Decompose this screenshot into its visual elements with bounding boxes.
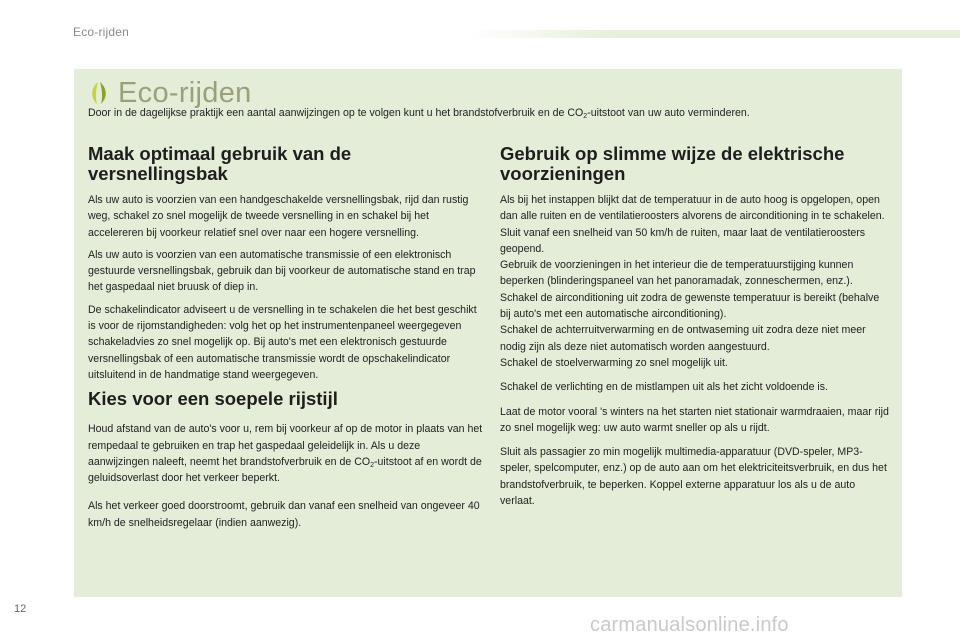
section-title: Eco-rijden [118, 76, 252, 109]
paragraph [500, 192, 890, 371]
heading-gearbox: Maak optimaal gebruik van de versnellingsbak [88, 143, 352, 184]
heading-electrical: Gebruik op slimme wijze de elektrische voorzieningen [500, 143, 845, 184]
paragraph: Schakel de verlichting en de mistlampen uit als het zicht voldoende is. [500, 381, 828, 394]
paragraph: Sluit als passagier zo min mogelijk multimedia-apparatuur (DVD-speler, MP3-speler, spelcomputer, enz.) op de auto aan om het elektriciteitsverbruik, en dus het brandstofverbruik, te beperken. Koppel externe apparatuur los als u de auto verlaat. [500, 446, 887, 508]
page-number: 12 [14, 603, 27, 615]
paragraph-line: Schakel de airconditioning uit zodra de gewenste temperatuur is bereikt (behalve bij auto's met een automatische airconditioning). [500, 291, 880, 321]
co2-subscript: 2 [583, 113, 588, 120]
heading-driving-style: Kies voor een soepele rijstijl [88, 388, 338, 410]
left-column [88, 144, 484, 537]
header-decor-bar [470, 30, 960, 38]
paragraph-line: Als bij het instappen blijkt dat de temperatuur in de auto hoog is opgelopen, open dan alle ruiten en de ventilatieroosters alvorens de airconditioning in te schakelen. [500, 194, 885, 223]
section-title-row [88, 76, 252, 110]
paragraph-line: Schakel de stoelverwarming zo snel mogelijk uit. [500, 356, 728, 369]
intro-text-part: Door in de dagelijkse praktijk een aantal aanwijzingen op te volgen kunt u het brandstofverbruik en de CO [88, 107, 584, 119]
paragraph [88, 421, 484, 486]
intro-text [88, 106, 888, 120]
intro-text-part: -uitstoot van uw auto verminderen. [587, 107, 750, 119]
paragraph: Laat de motor vooral 's winters na het starten niet stationair warmdraaien, maar rijd zo snel mogelijk weg: uw auto warmt sneller op als u rijdt. [500, 405, 889, 434]
paragraph-part: Houd afstand van de auto's voor u, rem bij voorkeur af op de motor in plaats van het rempedaal te gebruiken en trap het gaspedaal geleidelijk in. Als u deze aanwijzingen naleeft, neemt het brandstofverbruik en de CO [88, 423, 483, 468]
paragraph-line: Sluit vanaf een snelheid van 50 km/h de ruiten, maar laat de ventilatieroosters geopend. [500, 226, 866, 255]
paragraph-line: Schakel de achterruitverwarming en de ontwaseming uit zodra deze niet meer nodig zijn als deze niet automatisch worden aangestuurd. [500, 324, 866, 353]
paragraph: Als uw auto is voorzien van een handgeschakelde versnellingsbak, rijd dan rustig weg, schakel zo snel mogelijk de tweede versnelling in en schakel bij het accelereren bij voorkeur relatief snel over naar een hogere versnelling. [88, 194, 469, 239]
paragraph: De schakelindicator adviseert u de versnelling in te schakelen die het best geschikt is voor de rijomstandigheden: volg het op het instrumentenpaneel weergegeven schakeladvies zo snel mogelijk op. Bij auto's met een elektronisch gestuurde versnellingsbak of een automatische transmissie wordt de opschakelindicator uitsluitend in de handmatige stand weergegeven. [88, 303, 477, 381]
paragraph: Als uw auto is voorzien van een automatische transmissie of een elektronisch gestuurde versnellingsbak, gebruik dan bij voorkeur de automatische stand en trap het gaspedaal niet bruusk of diep in. [88, 248, 476, 294]
right-column [500, 144, 890, 515]
paragraph-line: Gebruik de voorzieningen in het interieur die de temperatuurstijging kunnen beperken (blinderingspaneel van het panoramadak, zonneschermen, enz.). [500, 259, 854, 288]
paragraph-part: -uitstoot af en wordt de geluidsoverlast door het verkeer beperkt. [88, 455, 482, 485]
page-header-title: Eco-rijden [73, 25, 130, 39]
co2-subscript: 2 [370, 461, 374, 469]
eco-leaf-icon [88, 80, 110, 106]
paragraph: Als het verkeer goed doorstroomt, gebruik dan vanaf een snelheid van ongeveer 40 km/h de snelheidsregelaar (indien aanwezig). [88, 500, 480, 529]
watermark: carmanualsonline.info [590, 614, 789, 636]
